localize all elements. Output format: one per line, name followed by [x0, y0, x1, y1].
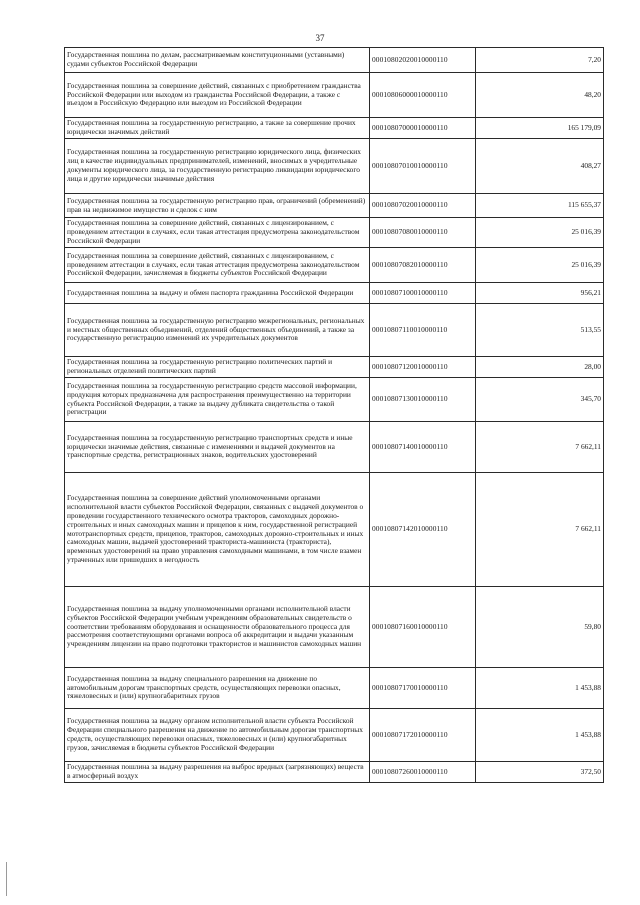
fee-name-cell: Государственная пошлина за государственную регистрацию прав, ограничений (обременений) прав на недвижимое имущество и сделок с ним [65, 194, 370, 218]
amount-cell: 25 016,39 [476, 248, 604, 283]
table-row [65, 218, 604, 248]
budget-code-cell: 00010807020010000110 [370, 194, 476, 218]
fee-name-cell: Государственная пошлина за государственную регистрацию политических партий и региональных отделений политических партий [65, 357, 370, 378]
amount-cell: 25 016,39 [476, 218, 604, 248]
table-row [65, 709, 604, 762]
revenue-table-body [65, 48, 604, 783]
amount-cell: 1 453,88 [476, 709, 604, 762]
table-row [65, 378, 604, 422]
budget-code-cell: 00010807142010000110 [370, 473, 476, 587]
amount-cell: 7 662,11 [476, 422, 604, 473]
amount-cell: 59,80 [476, 587, 604, 668]
table-row [65, 283, 604, 304]
amount-cell: 408,27 [476, 139, 604, 194]
table-row [65, 587, 604, 668]
budget-code-cell: 00010807100010000110 [370, 283, 476, 304]
amount-cell: 1 453,88 [476, 668, 604, 709]
table-row [65, 139, 604, 194]
budget-code-cell: 00010807140010000110 [370, 422, 476, 473]
budget-code-cell: 00010806000010000110 [370, 73, 476, 118]
amount-cell: 7,20 [476, 48, 604, 73]
amount-cell: 7 662,11 [476, 473, 604, 587]
table-row [65, 304, 604, 357]
amount-cell: 28,00 [476, 357, 604, 378]
fee-name-cell: Государственная пошлина за выдачу и обмен паспорта гражданина Российской Федерации [65, 283, 370, 304]
fee-name-cell: Государственная пошлина за государственную регистрацию межрегиональных, региональных и местных общественных объединений, отделений общественных объединений, а также за государственную регистрацию изменений их учредительных документов [65, 304, 370, 357]
table-row [65, 73, 604, 118]
table-row [65, 762, 604, 783]
fee-name-cell: Государственная пошлина за выдачу органом исполнительной власти субъекта Российской Федерации специального разрешения на движение по автомобильным дорогам транспортных средств, осуществляющих перевозки опасных, тяжеловесных и (или) крупногабаритных грузов, зачисляемая в бюджеты субъектов Российской Федерации [65, 709, 370, 762]
budget-code-cell: 00010807120010000110 [370, 357, 476, 378]
table-row [65, 422, 604, 473]
amount-cell: 372,50 [476, 762, 604, 783]
fee-name-cell: Государственная пошлина за совершение действий, связанных с лицензированием, с проведением аттестации в случаях, если такая аттестация предусмотрена законодательством Российской Федерации, зачисляемая в бюджеты субъектов Российской Федерации [65, 248, 370, 283]
budget-code-cell: 00010807172010000110 [370, 709, 476, 762]
fee-name-cell: Государственная пошлина за совершение действий, связанных с приобретением гражданства Российской Федерации или выходом из гражданства Российской Федерации, а также с въездом в Российскую Федерацию или выездом из Российской Федерации [65, 73, 370, 118]
fee-name-cell: Государственная пошлина за государственную регистрацию транспортных средств и иные юридически значимые действия, связанные с изменениями и выдачей документов на транспортные средства, регистрационных знаков, водительских удостоверений [65, 422, 370, 473]
fee-name-cell: Государственная пошлина за государственную регистрацию юридического лица, физических лиц в качестве индивидуальных предпринимателей, изменений, вносимых в учредительные документы юридического лица, за государственную регистрацию ликвидации юридического лица и другие юридически значимые действия [65, 139, 370, 194]
margin-mark [6, 862, 7, 896]
amount-cell: 48,20 [476, 73, 604, 118]
fee-name-cell: Государственная пошлина по делам, рассматриваемым конституционными (уставными) судами субъектов Российской Федерации [65, 48, 370, 73]
budget-code-cell: 00010802020010000110 [370, 48, 476, 73]
fee-name-cell: Государственная пошлина за выдачу специального разрешения на движение по автомобильным дорогам транспортных средств, осуществляющих перевозки опасных, тяжеловесных и (или) крупногабаритных грузов [65, 668, 370, 709]
budget-code-cell: 00010807110010000110 [370, 304, 476, 357]
table-row [65, 118, 604, 139]
budget-code-cell: 00010807010010000110 [370, 139, 476, 194]
revenue-table [64, 47, 604, 783]
fee-name-cell: Государственная пошлина за выдачу уполномоченными органами исполнительной власти субъектов Российской Федерации учебным учреждениям образовательных свидетельств о соответствии требованиям оборудования и оснащенности образовательного процесса для рассмотрения соответствующими органами вопроса об аккредитации и выдачи указанным учреждениям лицензии на право подготовки трактористов и машинистов самоходных машин [65, 587, 370, 668]
budget-code-cell: 00010807080010000110 [370, 218, 476, 248]
budget-code-cell: 00010807130010000110 [370, 378, 476, 422]
fee-name-cell: Государственная пошлина за государственную регистрацию средств массовой информации, продукция которых предназначена для распространения преимущественно на территории субъекта Российской Федерации, а также за выдачу дубликата свидетельства о такой регистрации [65, 378, 370, 422]
table-row [65, 473, 604, 587]
amount-cell: 345,70 [476, 378, 604, 422]
budget-code-cell: 00010807170010000110 [370, 668, 476, 709]
budget-code-cell: 00010807000010000110 [370, 118, 476, 139]
table-row [65, 248, 604, 283]
page-number: 37 [315, 33, 325, 43]
fee-name-cell: Государственная пошлина за государственную регистрацию, а также за совершение прочих юридически значимых действий [65, 118, 370, 139]
table-row [65, 357, 604, 378]
amount-cell: 513,55 [476, 304, 604, 357]
budget-code-cell: 00010807160010000110 [370, 587, 476, 668]
budget-code-cell: 00010807260010000110 [370, 762, 476, 783]
budget-code-cell: 00010807082010000110 [370, 248, 476, 283]
table-row [65, 194, 604, 218]
amount-cell: 165 179,09 [476, 118, 604, 139]
amount-cell: 956,21 [476, 283, 604, 304]
table-row [65, 668, 604, 709]
fee-name-cell: Государственная пошлина за выдачу разрешения на выброс вредных (загрязняющих) веществ в атмосферный воздух [65, 762, 370, 783]
table-row [65, 48, 604, 73]
fee-name-cell: Государственная пошлина за совершение действий, связанных с лицензированием, с проведением аттестации в случаях, если такая аттестация предусмотрена законодательством Российской Федерации [65, 218, 370, 248]
amount-cell: 115 655,37 [476, 194, 604, 218]
fee-name-cell: Государственная пошлина за совершение действий уполномоченными органами исполнительной власти субъектов Российской Федерации, связанных с выдачей документов о проведении государственного технического осмотра тракторов, самоходных дорожно-строительных и иных самоходных машин и прицепов к ним, государственной регистрацией мототранспортных средств, прицепов, тракторов, самоходных дорожно-строительных и иных самоходных машин, выдачей удостоверений тракториста-машиниста (тракториста), временных удостоверений на право управления самоходными машинами, в том числе взамен утраченных или пришедших в негодность [65, 473, 370, 587]
